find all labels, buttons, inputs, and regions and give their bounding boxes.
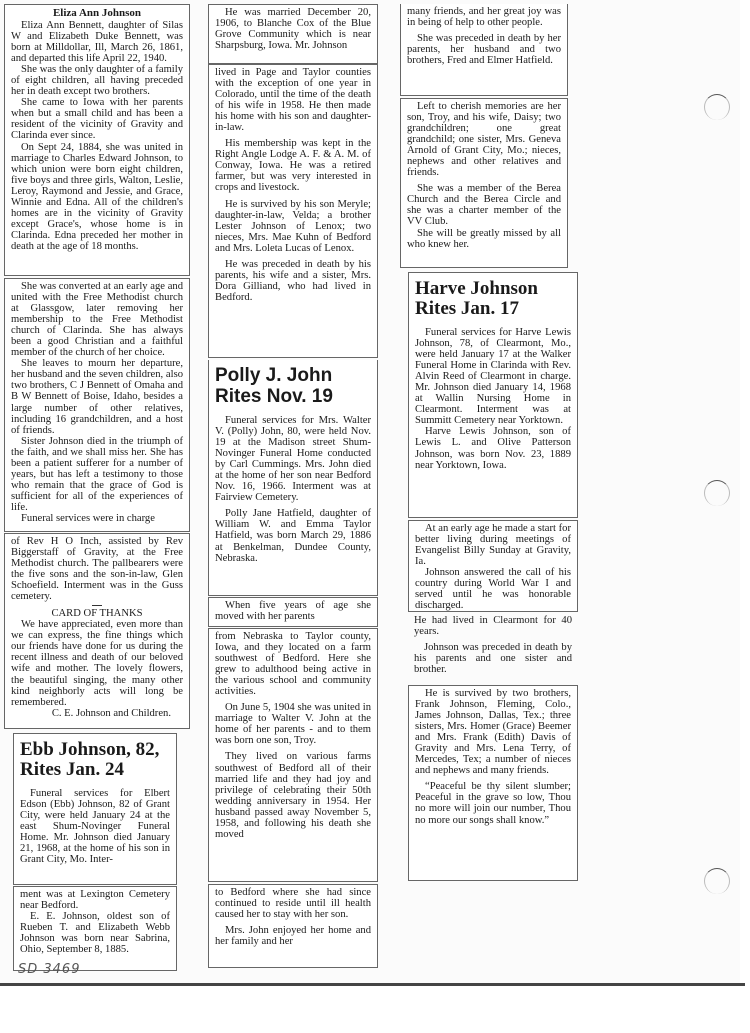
paragraph: to Bedford where she had since continued to reside until ill health caused her to stay with her son.	[215, 887, 371, 921]
paragraph: She was a member of the Berea Church and the Berea Circle and she was a charter member of the VV Club.	[407, 183, 561, 228]
paragraph: of Rev H O Inch, assisted by Rev Biggerstaff of Gravity, at the Free Methodist church. The pallbearers were the five sons and the son-in-law, Glen Schoefield. Interment was in the Guss cemetery.	[11, 536, 183, 603]
clipping-ebb-part1	[13, 733, 177, 885]
paragraph: ment was at Lexington Cemetery near Bedford.	[20, 889, 170, 912]
clipping-eliza-part1	[4, 4, 190, 276]
headline-line: Rites Jan. 24	[20, 759, 124, 780]
clipping-ebb-part3	[208, 4, 378, 64]
obituary-title: Eliza Ann Johnson	[52, 7, 142, 19]
hole-punch-icon	[704, 94, 730, 120]
paragraph: She was the only daughter of a family of eight children, all having preceded her in death except two brothers.	[11, 64, 183, 98]
paragraph: On Sept 24, 1884, she was united in marriage to Charles Edward Johnson, to which union were born eight children, five boys and three girls, Walton, Leslie, Leroy, Raymond and Jessie, and Grace, Winnie and Edna. All of the children's homes are in the vicinity of Gravity except Grace's, whose home is in Clarinda. Edna preceded her mother in death at the age of 18 months.	[11, 141, 183, 252]
poem-quote: “Peaceful be thy silent slumber; Peaceful in the grave so low, Thou no more will join our number, Thou no more our songs shall know.”	[415, 781, 571, 826]
paragraph: Eliza Ann Bennett, daughter of Silas W and Elizabeth Duke Bennett, was born at Milldollar, Ill, March 26, 1861, and departed this life April 22, 1940.	[11, 20, 183, 65]
clipping-harve-part1	[408, 272, 578, 518]
paragraph: from Nebraska to Taylor county, Iowa, and they located on a farm southwest of Bedford. Here she grew to adulthood being active in the various school and community activities.	[215, 631, 371, 698]
divider	[92, 605, 102, 606]
paragraph: She will be greatly missed by all who knew her.	[407, 227, 561, 250]
paragraph: When five years of age she moved with her parents	[215, 600, 371, 623]
paragraph: He had lived in Clearmont for 40 years.	[414, 615, 572, 638]
clipping-harve-part3	[408, 613, 578, 683]
paragraph: Funeral services for Harve Lewis Johnson, 78, of Clearmont, Mo., were held January 17 at the Walker Funeral Home in Clarinda with Rev. Alvin Reed of Clearmont in charge. Mr. Johnson died January 14, 1968 at Wallin Nursing Home in Clearmont. Interment was at Summitt Cemetery near Yorktown.	[415, 327, 571, 427]
paragraph: E. E. Johnson, oldest son of Rueben T. and Elizabeth Webb Johnson was born near Sabrina, Ohio, September 8, 1885.	[20, 911, 170, 956]
clipping-ebb-part2	[13, 886, 177, 971]
paragraph: Harve Lewis Johnson, son of Lewis L. and Olive Patterson Johnson, was born Nov. 23, 1889 near Yorktown, Iowa.	[415, 426, 571, 471]
clipping-eliza-part2	[4, 278, 190, 532]
paragraph: Mrs. John enjoyed her home and her family and her	[215, 925, 371, 948]
paragraph: Polly Jane Hatfield, daughter of William W. and Emma Taylor Hatfield, was born March 29, 1886 at Benkelman, Dundee County, Nebraska.	[215, 508, 371, 564]
paragraph: On June 5, 1904 she was united in marriage to Walter V. John at the home of her parents - and to them was born one son, Troy.	[215, 702, 371, 747]
paragraph: He was preceded in death by his parents, his wife and a sister, Mrs. Dora Gilliand, who had lived in Bedford.	[215, 258, 371, 303]
paragraph: She leaves to mourn her departure, her husband and the seven children, also two brothers, C J Bennett of Omaha and B W Bennett of Boise, Idaho, besides a large number of other relatives, including 16 grandchildren, and a host of friends.	[11, 358, 183, 436]
clipping-polly-part2	[208, 597, 378, 627]
paragraph: Johnson answered the call of his country during World War I and served until he was honorable discharged.	[415, 567, 571, 612]
headline-line: Rites Jan. 17	[415, 298, 519, 319]
paragraph: lived in Page and Taylor counties with the exception of one year in Colorado, until the time of the death of his wife in 1958. He then made his home with his son and daughter-in-law.	[215, 67, 371, 134]
paragraph: He is survived by two brothers, Frank Johnson, Fleming, Colo., James Johnson, Dallas, Tex.; three sisters, Mrs. Homer (Grace) Beemer and Mrs. Frank (Edith) Davis of Gravity and Mrs. Lena Terry, of Mercedes, Tex; a number of nieces and nephews and many friends.	[415, 688, 571, 777]
headline-line: Rites Nov. 19	[215, 386, 333, 407]
clipping-harve-part2	[408, 520, 578, 612]
handwritten-reference-number: SD 3469	[18, 962, 81, 977]
clipping-polly-part4	[208, 884, 378, 968]
paragraph: She was converted at an early age and united with the Free Methodist church at Glassgow, later removing her membership to the Free Methodist church of Clarinda. She has always been a good Christian and a faithful member of the church of her choice.	[11, 281, 183, 359]
paragraph: Funeral services were in charge	[21, 512, 155, 524]
clipping-polly-part1	[208, 360, 378, 596]
card-of-thanks-text: We have appreciated, even more than we can express, the fine things which our friends have done for us during the recent illness and death of our beloved wife and mother. The lovely flowers, the beautiful singing, the many other kind neighborly acts will long be remembered.	[11, 619, 183, 708]
clipping-polly-part6	[400, 98, 568, 268]
clipping-eliza-part3	[4, 533, 190, 729]
paragraph: many friends, and her great joy was in being of help to other people.	[407, 6, 561, 29]
paragraph: Left to cherish memories are her son, Troy, and his wife, Daisy; two grandchildren; one great grandchild; one sister, Mrs. Geneva Arnold of Grant City, Mo.; nieces, nephews and other relatives and friends.	[407, 101, 561, 179]
paragraph: Funeral services for Elbert Edson (Ebb) Johnson, 82 of Grant City, were held January 24 at the east Shum-Novinger Funeral Home. Mr. Johnson died January 21, 1968, at the home of his son in Grant City, Mo. Inter-	[20, 788, 170, 866]
hole-punch-icon	[704, 480, 730, 506]
paragraph: Johnson was preceded in death by his parents and one sister and brother.	[414, 642, 572, 676]
clipping-ebb-part4	[208, 64, 378, 358]
paragraph: At an early age he made a start for better living during meetings of Evangelist Billy Sunday at Gravity, Ia.	[415, 523, 571, 568]
paragraph: She was preceded in death by her parents, her husband and two brothers, Fred and Elmer Hatfield.	[407, 33, 561, 67]
paragraph: His membership was kept in the Right Angle Lodge A. F. & A. M. of Conway, Iowa. He was a retired farmer, but was very interested in crops and livestock.	[215, 138, 371, 194]
obituary-headline	[215, 365, 371, 407]
clipping-polly-part3	[208, 628, 378, 882]
card-of-thanks-signature: C. E. Johnson and Children.	[51, 707, 171, 719]
clipping-harve-part4	[408, 685, 578, 881]
card-of-thanks-title: CARD OF THANKS	[51, 608, 143, 620]
clipping-polly-part5	[400, 4, 568, 96]
page-bottom-edge	[0, 983, 745, 986]
obituary-headline	[415, 279, 571, 319]
paragraph: They lived on various farms southwest of Bedford all of their married life and they had joy and privilege of celebrating their 50th wedding anniversary in 1954. Her husband passed away November 5, 1958, and following his death she moved	[215, 751, 371, 840]
paragraph: He was married December 20, 1906, to Blanche Cox of the Blue Grove Community which is near Sharpsburg, Iowa. Mr. Johnson	[215, 7, 371, 52]
paragraph: He is survived by his son Meryle; daughter-in-law, Velda; a brother Lester Johnson of Lenox; two nieces, Mrs. Mae Kuhn of Bedford and Mrs. Loleta Lucas of Lenox.	[215, 198, 371, 254]
paragraph: Sister Johnson died in the triumph of the faith, and we shall miss her. She has been a patient sufferer for a number of years, but has left a testimony to those who remain that the grace of God is sufficient for all of the experiences of life.	[11, 435, 183, 513]
paragraph: She came to Iowa with her parents when but a small child and has been a resident of the vicinity of Gravity and Clarinda ever since.	[11, 97, 183, 142]
headline-line: Ebb Johnson, 82,	[20, 739, 160, 760]
headline-line: Harve Johnson	[415, 278, 538, 299]
paragraph: Funeral services for Mrs. Walter V. (Polly) John, 80, were held Nov. 19 at the Madison street Shum-Novinger Funeral Home conducted by Carl Cummings. Mrs. John died at the home of her son near Bedford Nov. 16, 1966. Interment was at Fairview Cemetery.	[215, 415, 371, 504]
hole-punch-icon	[704, 868, 730, 894]
obituary-headline	[20, 740, 170, 780]
headline-line: Polly J. John	[215, 365, 333, 386]
